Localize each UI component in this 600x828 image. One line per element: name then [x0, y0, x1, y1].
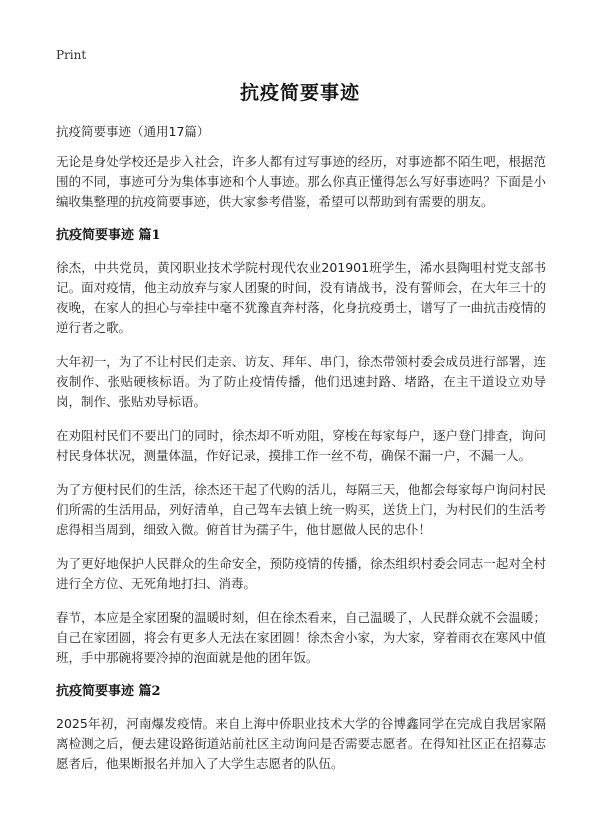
section-1-paragraph: 春节，本应是全家团聚的温暖时刻，但在徐杰看来，自己温暖了，人民群众就不会温暖；自己在家团圆，将会有更多人无法在家团圆！徐杰舍小家，为大家，穿着雨衣在寒风中值班，手中那碗将要冷掉的泡面就是他的团年饭。: [56, 610, 546, 665]
article-body: [56, 122, 546, 788]
page-title: 抗疫简要事迹: [239, 82, 360, 104]
section-1-paragraph: 徐杰，中共党员，黄冈职业技术学院村现代农业201901班学生，浠水县陶咀村党支部书记。面对疫情，他主动放弃与家人团聚的时间，没有请战书，没有誓师会，在大年三十的夜晚，在家人的担心与牵挂中毫不犹豫直奔村落，化身抗疫勇士，谱写了一曲抗击疫情的逆行者之歌。: [56, 260, 546, 335]
section-2-paragraph: 2025年初，河南爆发疫情。来自上海中侨职业技术大学的谷博鑫同学在完成自我居家隔离检测之后，便去建设路街道站前社区主动询问是否需要志愿者。在得知社区正在招募志愿者后，他果断报名并加入了大学生志愿者的队伍。: [56, 716, 546, 771]
print-link[interactable]: Print: [56, 48, 87, 62]
section-heading-1: 抗疫简要事迹 篇1: [56, 228, 161, 243]
section-heading-2: 抗疫简要事迹 篇2: [56, 684, 161, 699]
section-1-paragraph: 在劝阻村民们不要出门的同时，徐杰却不听劝阻，穿梭在每家每户，逐户登门排查，询问村民身体状况，测量体温，作好记录，摸排工作一丝不苟，确保不漏一户，不漏一人。: [56, 428, 546, 463]
section-1-paragraph: 为了更好地保护人民群众的生命安全，预防疫情的传播，徐杰组织村委会同志一起对全村进行全方位、无死角地打扫、消毒。: [56, 556, 546, 591]
section-1-paragraph: 大年初一，为了不让村民们走亲、访友、拜年、串门，徐杰带领村委会成员进行部署，连夜制作、张贴硬核标语。为了防止疫情传播，他们迅速封路、堵路，在主干道设立劝导岗，制作、张贴劝导标语。: [56, 354, 546, 409]
section-1-paragraph: 为了方便村民们的生活，徐杰还干起了代购的活儿，每隔三天，他都会每家每户询问村民们所需的生活用品，列好清单，自己驾车去镇上统一购买，送货上门，为村民们的生活考虑得相当周到，细致入微。俯首甘为孺子牛，他甘愿做人民的忠仆！: [56, 482, 546, 537]
article-subtitle: 抗疫简要事迹（通用17篇）: [56, 124, 210, 139]
intro-paragraph: 无论是身处学校还是步入社会，许多人都有过写事迹的经历，对事迹都不陌生吧，根据范围的不同，事迹可分为集体事迹和个人事迹。那么你真正懂得怎么写好事迹吗？下面是小编收集整理的抗疫简要事迹，供大家参考借鉴，希望可以帮助到有需要的朋友。: [56, 154, 546, 209]
